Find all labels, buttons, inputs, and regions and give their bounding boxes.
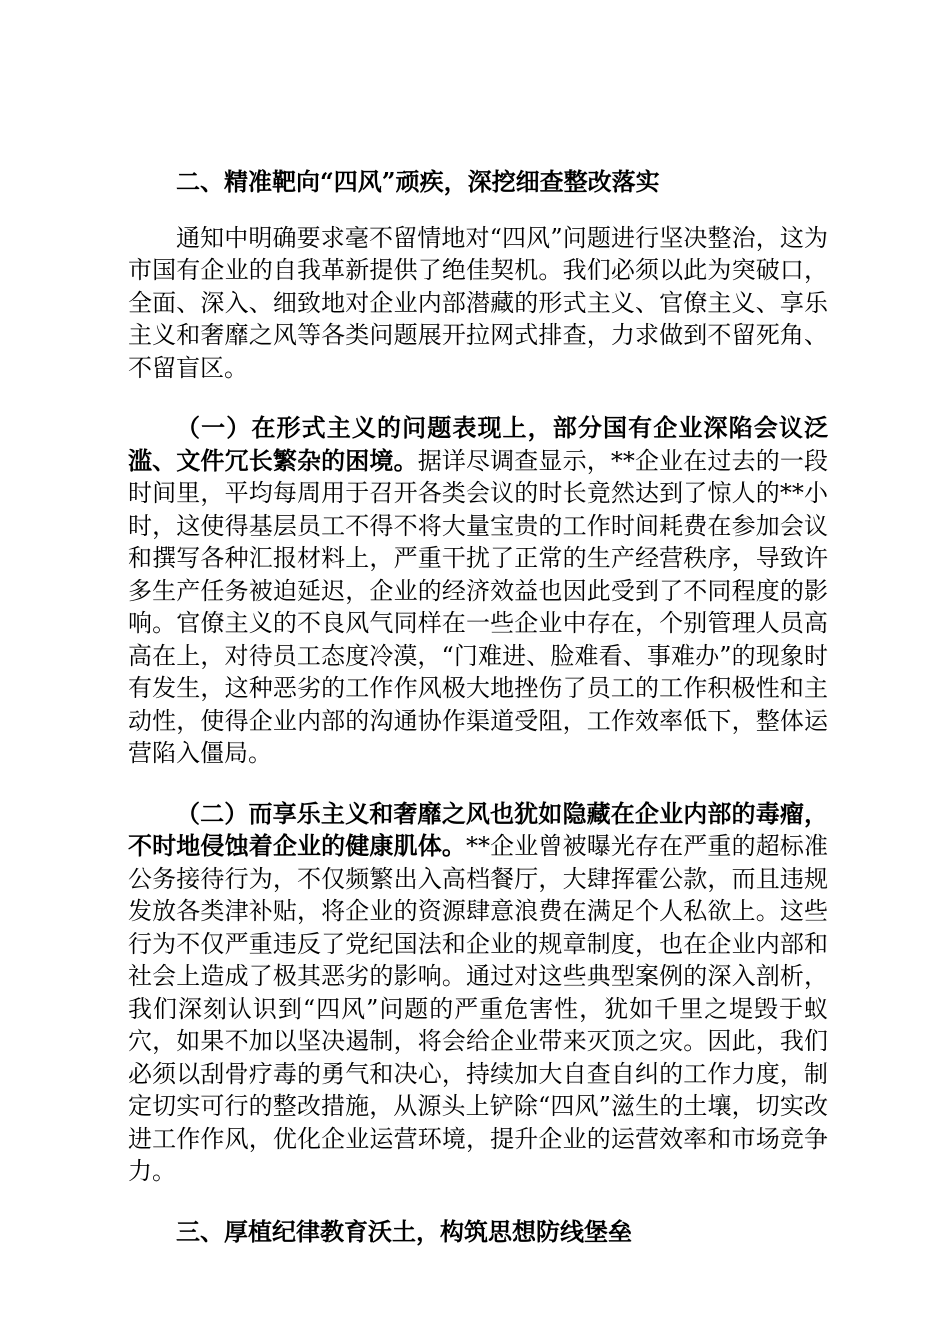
subsection-paragraph-1 — [128, 412, 828, 770]
subsection-body-1: 据详尽调查显示，**企业在过去的一段时间里，平均每周用于召开各类会议的时长竟然达到了惊人的**小时，这使得基层员工不得不将大量宝贵的工作时间耗费在参加会议和撰写各种汇报材料上，严重干扰了正常的生产经营秩序，导致许多生产任务被迫延迟，企业的经济效益也因此受到了不同程度的影响。官僚主义的不良风气同样在一些企业中存在，个别管理人员高高在上，对待员工态度冷漠，“门难进、脸难看、事难办”的现象时有发生，这种恶劣的工作作风极大地挫伤了员工的工作积极性和主动性，使得企业内部的沟通协作渠道受阻，工作效率低下，整体运营陷入僵局。 — [128, 446, 829, 767]
subsection-lead-2: （二）而享乐主义和奢靡之风也犹如隐藏在企业内部的毒瘤，不时地侵蚀着企业的健康肌体。 — [128, 798, 828, 860]
intro-paragraph: 通知中明确要求毫不留情地对“四风”问题进行坚决整治，这为市国有企业的自我革新提供了绝佳契机。我们必须以此为突破口，全面、深入、细致地对企业内部潜藏的形式主义、官僚主义、享乐主义和奢靡之风等各类问题展开拉网式排查，力求做到不留死角、不留盲区。 — [128, 223, 828, 382]
section-heading-2: 二、精准靶向“四风”顽疾，深挖细查整改落实 — [176, 167, 660, 196]
document-body — [128, 166, 828, 1248]
section-heading-3: 三、厚植纪律教育沃土，构筑思想防线堡垒 — [176, 1216, 632, 1246]
subsection-body-2: **企业曾被曝光存在严重的超标准公务接待行为，不仅频繁出入高档餐厅，大肆挥霍公款，而且违规发放各类津补贴，将企业的资源肆意浪费在满足个人私欲上。这些行为不仅严重违反了党纪国法和企业的规章制度，也在企业内部和社会上造成了极其恶劣的影响。通过对这些典型案例的深入剖析，我们深刻认识到“四风”问题的严重危害性，犹如千里之堤毁于蚁穴，如果不加以坚决遏制，将会给企业带来灭顶之灾。因此，我们必须以刮骨疗毒的勇气和决心，持续加大自查自纠的工作力度，制定切实可行的整改措施，从源头上铲除“四风”滋生的土壤，切实改进工作作风，优化企业运营环境，提升企业的运营效率和市场竞争力。 — [128, 832, 828, 1185]
subsection-lead-1: （一）在形式主义的问题表现上，部分国有企业深陷会议泛滥、文件冗长繁杂的困境。 — [128, 413, 828, 475]
subsection-paragraph-2 — [128, 798, 828, 1188]
